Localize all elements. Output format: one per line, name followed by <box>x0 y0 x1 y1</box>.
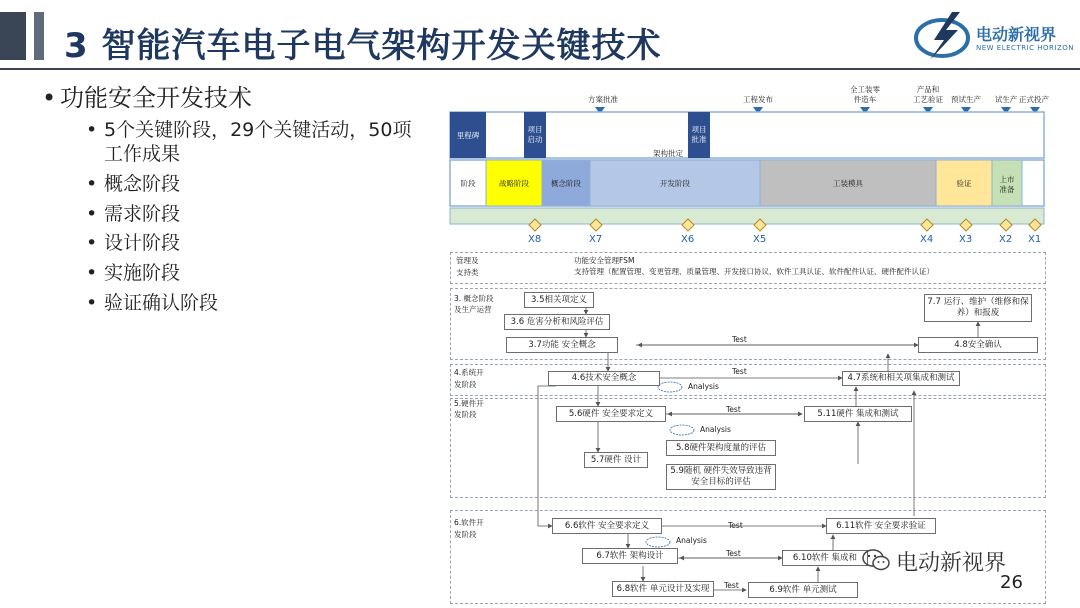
stage-label: 6.软件开 <box>454 518 484 527</box>
sub-bullet-text: 实施阶段 <box>104 262 181 284</box>
milestone-label: 产品和 <box>916 85 940 94</box>
project-approve-label-1: 项目 <box>691 124 707 134</box>
wechat-watermark <box>858 544 1054 578</box>
gate-label: X7 <box>589 234 603 245</box>
stage-label: 管理及 <box>456 256 479 265</box>
activity-7-7-line-1: 7.7 运行、维护（维修和保 <box>927 297 1029 307</box>
gate-label: X8 <box>528 234 542 245</box>
sub-bullet-2: • 概念阶段 <box>86 173 181 195</box>
activity-3-5: 3.5相关项定义 <box>524 292 594 308</box>
analysis-ellipse <box>670 425 694 435</box>
test-label: Test <box>732 335 747 344</box>
phase-row-label: 阶段 <box>460 178 476 188</box>
activity-6-9: 6.9软件 单元测试 <box>748 582 858 598</box>
project-approve-label-2: 批准 <box>691 134 707 144</box>
analysis-ellipse <box>646 537 670 547</box>
activity-6-10: 6.10软件 集成和 <box>782 550 868 566</box>
title-bar-dark <box>0 12 26 60</box>
test-label: Test <box>726 405 741 414</box>
main-bullet-text: 功能安全开发技术 <box>60 84 252 112</box>
activity-5-9-line-2: 安全目标的评估 <box>691 477 751 487</box>
gate-label: X6 <box>681 234 695 245</box>
milestone-label: 工程发布 <box>743 95 773 104</box>
analysis-label: Analysis <box>700 425 731 434</box>
stage-label: 3. 概念阶段 <box>454 294 494 303</box>
main-bullet: • 功能安全开发技术 <box>42 84 252 112</box>
stage-label: 发阶段 <box>454 530 477 539</box>
stage-label: 5.硬件开 <box>454 399 484 408</box>
test-label: Test <box>728 521 743 530</box>
milestone-label: 件造车 <box>853 95 877 104</box>
phase-launch-1: 上市 <box>999 174 1015 184</box>
sub-bullet-text: 5个关键阶段，29个关键活动，50项 <box>104 119 412 141</box>
page-title: 3 智能汽车电子电气架构开发关键技术 <box>64 26 662 66</box>
logo-name-en: NEW ELECTRIC HORIZON <box>976 44 1074 52</box>
activity-5-9 <box>666 464 776 490</box>
phase-develop: 开发阶段 <box>660 178 690 188</box>
logo-name-cn: 电动新视界 <box>976 25 1057 44</box>
gate-label: X1 <box>1028 234 1042 245</box>
stage-label: 及生产运营 <box>454 305 492 314</box>
gate-label: X2 <box>999 234 1013 245</box>
activity-3-6: 3.6 危害分析和风险评估 <box>504 314 610 330</box>
milestone-label: 正式投产 <box>1019 95 1049 104</box>
brand-logo <box>912 8 1076 62</box>
sub-bullet-6: • 验证确认阶段 <box>86 292 219 314</box>
milestone-label: 预试生产 <box>951 95 981 104</box>
sub-bullet-5: • 实施阶段 <box>86 262 181 284</box>
activity-5-8: 5.8硬件架构度量的评估 <box>666 440 776 456</box>
lightning-logo-icon <box>912 10 976 62</box>
sub-bullet-text: 验证确认阶段 <box>104 292 219 314</box>
milestone-label: 全工装零 <box>850 85 880 94</box>
sub-bullet-text: 设计阶段 <box>104 232 181 254</box>
stage-label: 发阶段 <box>454 410 477 419</box>
activity-6-11: 6.11软件 安全要求验证 <box>826 518 936 534</box>
project-start-label-2: 启动 <box>527 134 543 144</box>
timeline-diagram <box>448 80 1048 250</box>
phase-launch-2: 准备 <box>999 184 1015 194</box>
sub-bullet-text: 概念阶段 <box>104 173 181 195</box>
milestone-label: 工艺验证 <box>913 95 943 104</box>
activity-4-8: 4.8安全确认 <box>918 337 1038 353</box>
activity-5-9-line-1: 5.9随机 硬件失效导致违背 <box>670 466 772 476</box>
activity-3-7: 3.7功能 安全概念 <box>506 337 618 353</box>
phase-verify: 验证 <box>956 178 972 188</box>
sub-bullet-4: • 设计阶段 <box>86 232 181 254</box>
test-label: Test <box>724 581 739 590</box>
phase-concept: 概念阶段 <box>551 178 581 188</box>
gate-label: X5 <box>753 234 767 245</box>
wechat-icon <box>862 548 890 572</box>
sub-bullet-1-cont: 工作成果 <box>104 143 181 165</box>
test-label: Test <box>726 549 741 558</box>
watermark-text: 电动新视界 <box>896 551 1007 576</box>
activity-4-7: 4.7系统和相关项集成和测试 <box>842 371 960 386</box>
activity-6-6: 6.6软件 安全要求定义 <box>552 518 662 534</box>
stage-label: 发阶段 <box>454 380 477 389</box>
activity-5-7: 5.7硬件 设计 <box>584 452 648 468</box>
activity-4-6: 4.6技术安全概念 <box>548 371 660 386</box>
architecture-freeze-label: 架构批定 <box>653 148 683 158</box>
activity-7-7-line-2: 养）和报废 <box>956 308 1000 318</box>
phase-tooling: 工装模具 <box>833 178 863 188</box>
test-label: Test <box>732 367 747 376</box>
stage-label: 支持类 <box>456 268 479 277</box>
analysis-label: Analysis <box>676 536 707 545</box>
page-number: 26 <box>1000 572 1023 593</box>
activity-6-7: 6.7软件 架构设计 <box>582 548 678 564</box>
sub-bullet-text: 需求阶段 <box>104 203 181 225</box>
milestone-row-label: 里程碑 <box>456 130 480 140</box>
sub-bullet-3: • 需求阶段 <box>86 203 181 225</box>
gate-label: X4 <box>920 234 934 245</box>
activity-7-7 <box>924 294 1032 322</box>
support-text: 支持管理（配置管理、变更管理、质量管理、开发接口协议、软件工具认证、软件配件认证、硬件配件认证） <box>574 267 934 276</box>
analysis-ellipse <box>658 382 682 392</box>
sub-bullet-1: • 5个关键阶段，29个关键活动，50项 <box>86 119 412 141</box>
milestone-label: 方案批准 <box>588 95 618 104</box>
phase-strategy: 战略阶段 <box>499 178 529 188</box>
gate-label: X3 <box>959 234 973 245</box>
activity-5-6: 5.6硬件 安全要求定义 <box>556 406 666 422</box>
activity-5-11: 5.11硬件 集成和测试 <box>804 406 912 422</box>
stage-label: 4.系统开 <box>454 368 484 377</box>
title-bar-light <box>34 12 44 60</box>
activity-6-8: 6.8软件 单元设计及实现 <box>612 581 714 597</box>
project-start-label-1: 项目 <box>527 124 543 134</box>
title-divider <box>0 68 1080 70</box>
fsm-text: 功能安全管理FSM <box>574 256 635 265</box>
analysis-label: Analysis <box>688 382 719 391</box>
milestone-label: 试生产 <box>994 95 1018 104</box>
